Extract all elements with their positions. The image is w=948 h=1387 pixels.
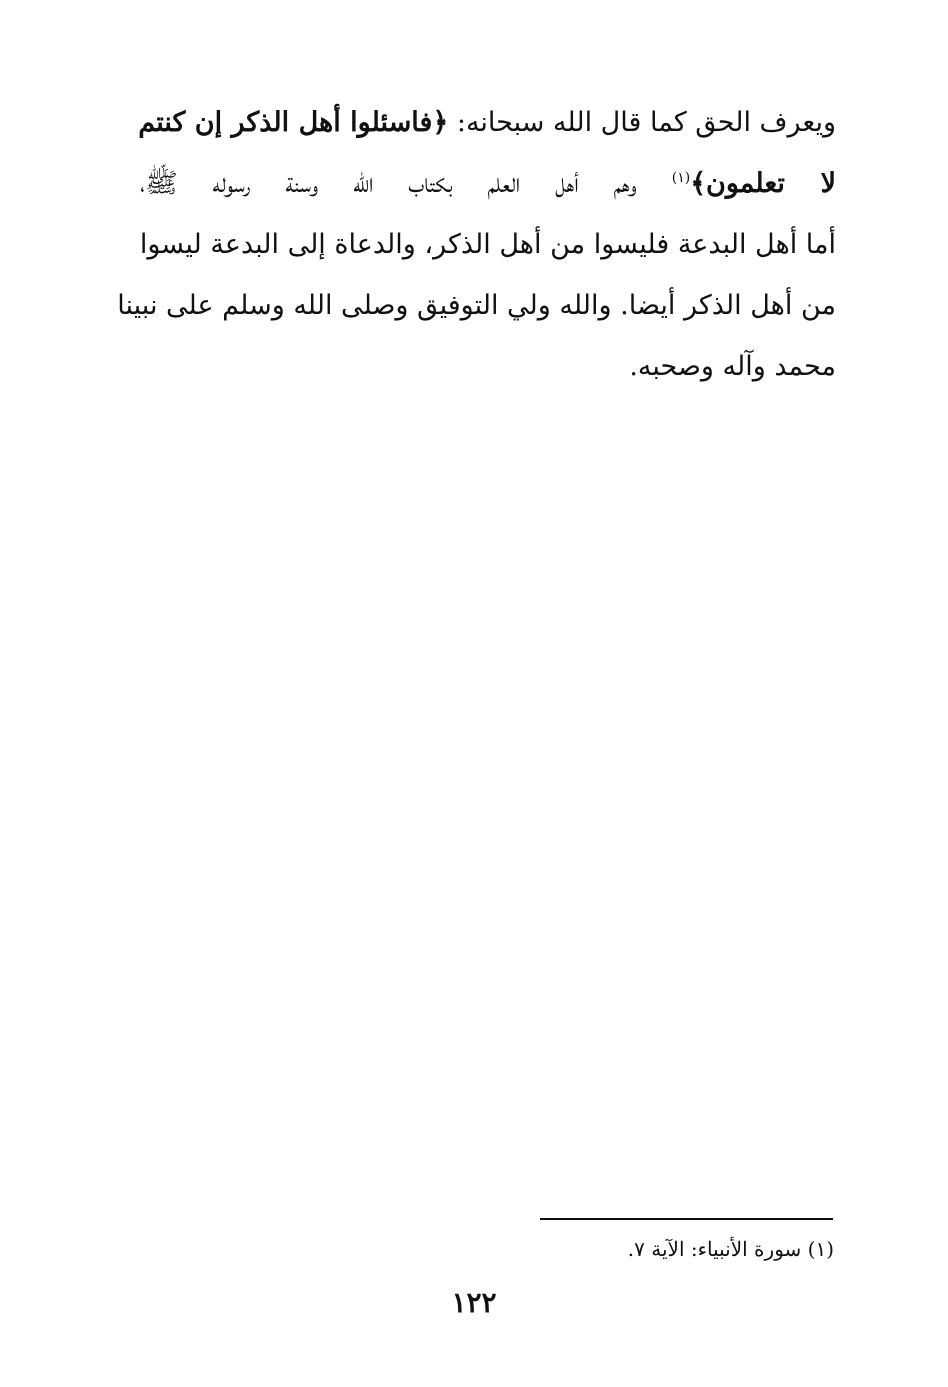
page-number: ١٢٢: [451, 1286, 497, 1319]
body-line-1-text: ويعرف الحق كما قال الله سبحانه:: [448, 107, 836, 138]
quran-quote-start: ﴿فاسئلوا أهل الذكر إن كنتم: [138, 107, 449, 138]
footnote-separator: [540, 1218, 833, 1220]
footnote: (١) سورة الأنبياء: الآية ٧.: [627, 1237, 834, 1261]
body-line-3: أما أهل البدعة فليسوا من أهل الذكر، والدعاة إلى البدعة ليسوا: [139, 229, 836, 260]
footnote-reference: (١): [671, 170, 691, 186]
body-line-4: من أهل الذكر أيضا. والله ولي التوفيق وصلى الله وسلم على نبينا: [117, 290, 836, 321]
body-line-5: محمد وآله وصحبه.: [629, 351, 836, 382]
body-line-2-text: وهم أهل العلم بكتاب الله وسنة رسوله ﷺ،: [140, 168, 672, 199]
body-line-1: [140, 92, 836, 153]
body-line-2: [140, 153, 836, 214]
body-text: [117, 92, 836, 397]
quran-quote-end: لا تعلمون﴾: [690, 168, 836, 199]
